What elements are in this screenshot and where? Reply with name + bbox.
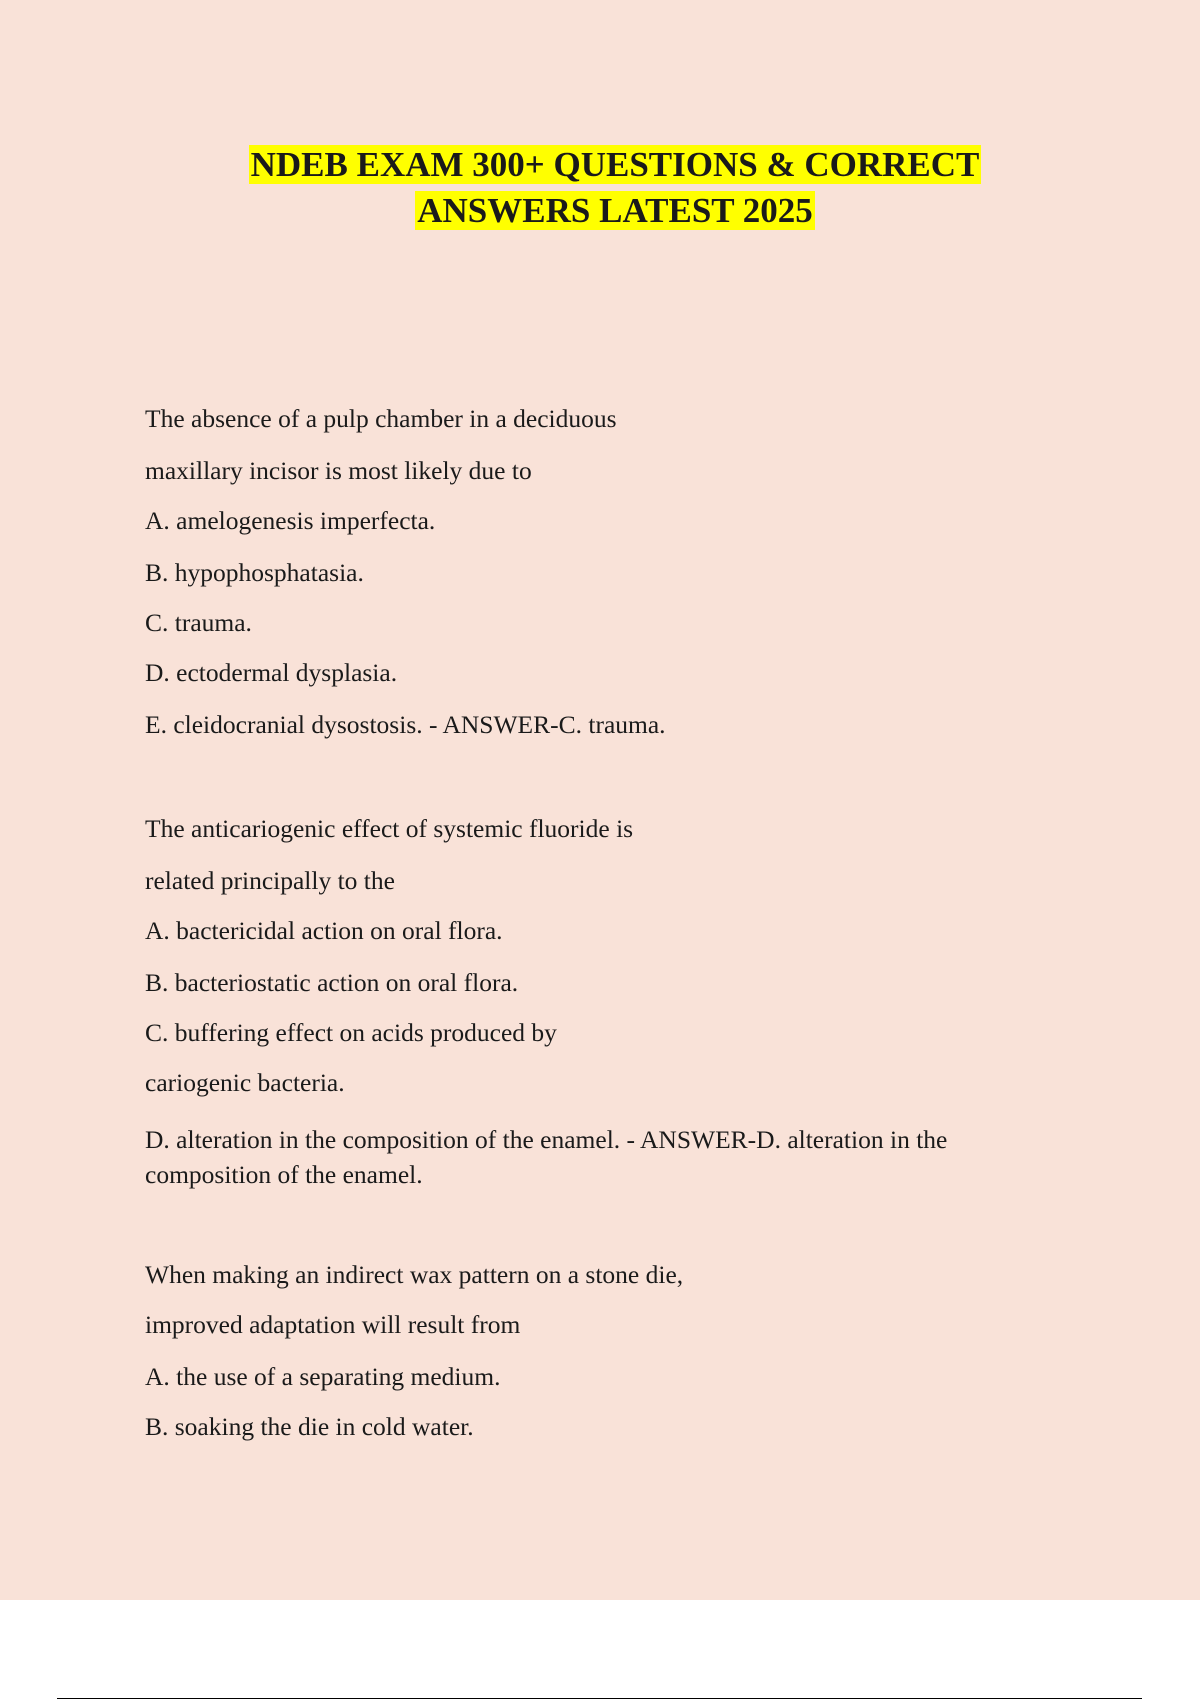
title-line-2: ANSWERS LATEST 2025 xyxy=(417,191,813,230)
q3-option-b: B. soaking the die in cold water. xyxy=(145,1412,474,1441)
q3-stem-line-2: improved adaptation will result from xyxy=(145,1310,521,1339)
document-title xyxy=(0,142,1200,234)
q2-stem-line-1: The anticariogenic effect of systemic fluoride is xyxy=(145,814,634,843)
q2-option-c-line-1: C. buffering effect on acids produced by xyxy=(145,1018,557,1047)
q1-option-b: B. hypophosphatasia. xyxy=(145,558,364,587)
title-line-1: NDEB EXAM 300+ QUESTIONS & CORRECT xyxy=(250,145,980,184)
q1-option-a: A. amelogenesis imperfecta. xyxy=(145,506,436,535)
q3-option-a: A. the use of a separating medium. xyxy=(145,1362,501,1391)
q2-stem-line-2: related principally to the xyxy=(145,866,395,895)
q2-option-a: A. bactericidal action on oral flora. xyxy=(145,916,503,945)
q1-option-e-answer: E. cleidocranial dysostosis. - ANSWER-C. trauma. xyxy=(145,710,666,739)
q3-stem-line-1: When making an indirect wax pattern on a stone die, xyxy=(145,1260,684,1289)
q2-option-c-line-2: cariogenic bacteria. xyxy=(145,1068,345,1097)
q2-option-b: B. bacteriostatic action on oral flora. xyxy=(145,968,519,997)
q2-option-d-answer: D. alteration in the composition of the enamel. - ANSWER-D. alteration in the composition of the enamel. xyxy=(145,1125,948,1189)
footer-divider xyxy=(57,1698,1142,1699)
q1-stem-line-2: maxillary incisor is most likely due to xyxy=(145,456,532,485)
q1-option-c: C. trauma. xyxy=(145,608,252,637)
q1-option-d: D. ectodermal dysplasia. xyxy=(145,658,398,687)
q1-stem-line-1: The absence of a pulp chamber in a deciduous xyxy=(145,404,617,433)
